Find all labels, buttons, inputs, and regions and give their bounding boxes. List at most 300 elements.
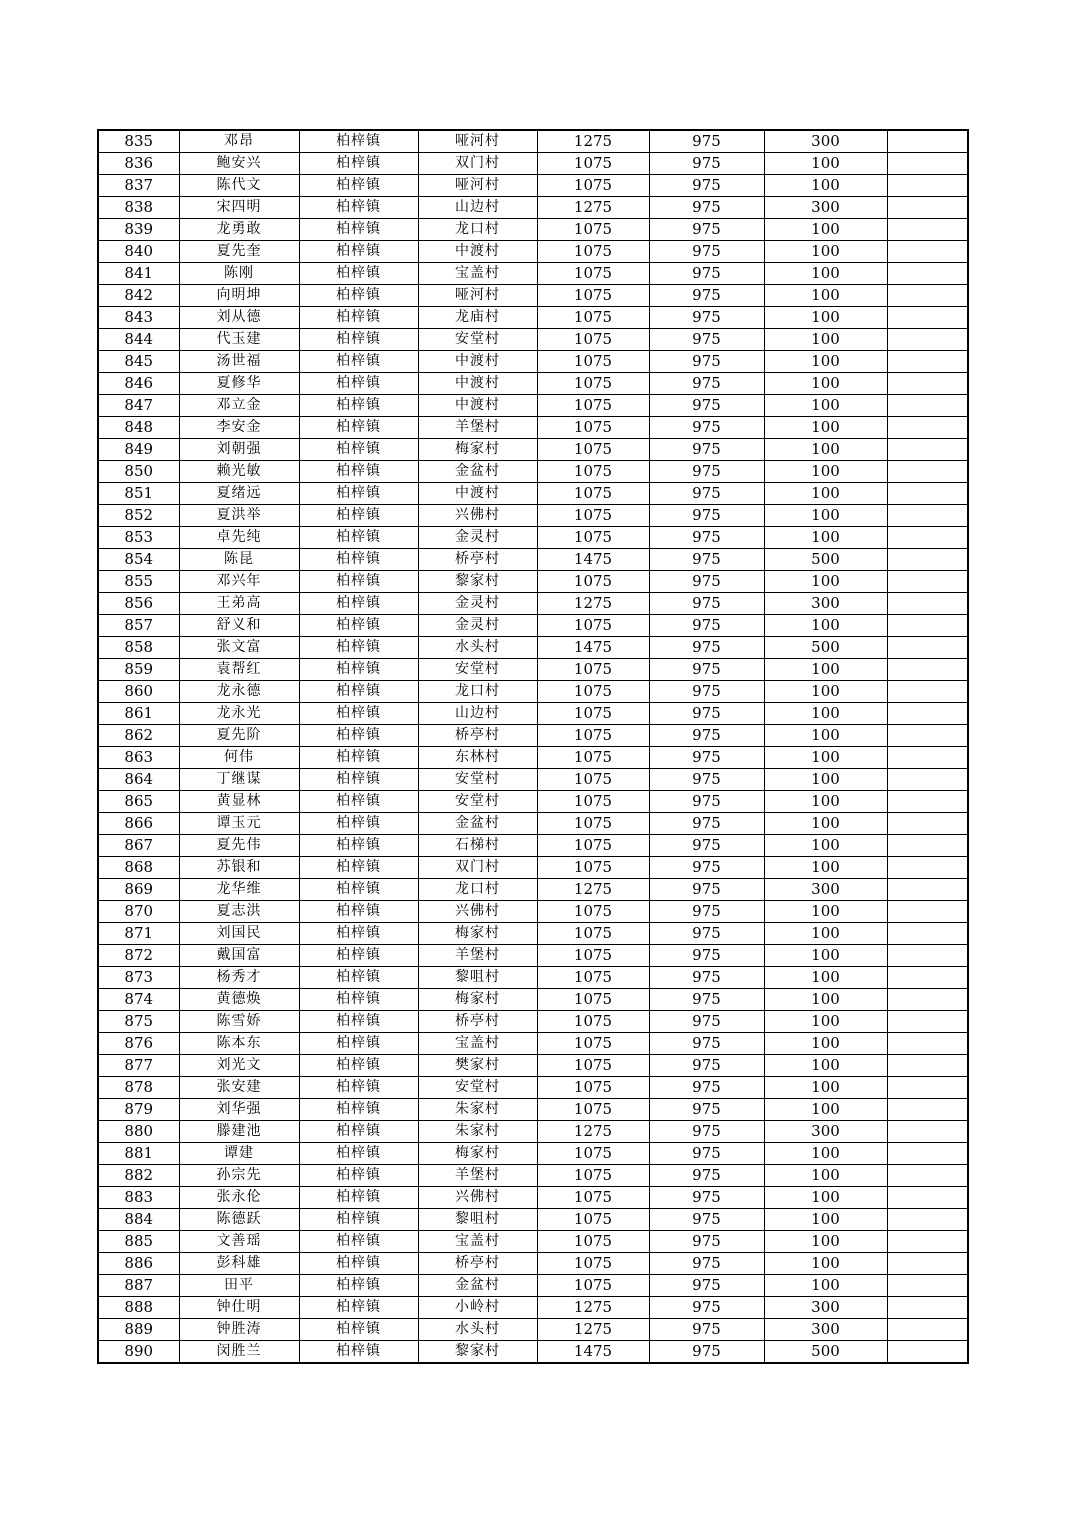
extra-amount-cell: 100 <box>764 989 887 1011</box>
town-cell: 柏梓镇 <box>299 791 418 813</box>
base-amount-cell: 975 <box>649 395 764 417</box>
town-cell: 柏梓镇 <box>299 703 418 725</box>
extra-amount-cell: 100 <box>764 505 887 527</box>
table-row <box>98 681 968 703</box>
row-number-cell: 873 <box>98 967 179 989</box>
village-cell: 宝盖村 <box>418 1231 537 1253</box>
name-cell: 邓兴年 <box>179 571 299 593</box>
town-cell: 柏梓镇 <box>299 593 418 615</box>
table-row <box>98 769 968 791</box>
extra-amount-cell: 100 <box>764 659 887 681</box>
name-cell: 张文富 <box>179 637 299 659</box>
extra-amount-cell: 100 <box>764 857 887 879</box>
table-row <box>98 153 968 175</box>
remark-cell <box>887 901 968 923</box>
total-amount-cell: 1075 <box>537 967 649 989</box>
town-cell: 柏梓镇 <box>299 130 418 153</box>
base-amount-cell: 975 <box>649 439 764 461</box>
row-number-cell: 863 <box>98 747 179 769</box>
extra-amount-cell: 100 <box>764 351 887 373</box>
name-cell: 钟胜涛 <box>179 1319 299 1341</box>
town-cell: 柏梓镇 <box>299 747 418 769</box>
row-number-cell: 888 <box>98 1297 179 1319</box>
row-number-cell: 847 <box>98 395 179 417</box>
total-amount-cell: 1075 <box>537 945 649 967</box>
name-cell: 卓先纯 <box>179 527 299 549</box>
total-amount-cell: 1075 <box>537 989 649 1011</box>
total-amount-cell: 1275 <box>537 879 649 901</box>
base-amount-cell: 975 <box>649 130 764 153</box>
remark-cell <box>887 1099 968 1121</box>
village-cell: 黎家村 <box>418 1341 537 1364</box>
table-row <box>98 527 968 549</box>
extra-amount-cell: 100 <box>764 813 887 835</box>
town-cell: 柏梓镇 <box>299 1011 418 1033</box>
name-cell: 夏洪举 <box>179 505 299 527</box>
remark-cell <box>887 1253 968 1275</box>
name-cell: 汤世福 <box>179 351 299 373</box>
row-number-cell: 841 <box>98 263 179 285</box>
base-amount-cell: 975 <box>649 505 764 527</box>
remark-cell <box>887 945 968 967</box>
village-cell: 羊堡村 <box>418 1165 537 1187</box>
table-row <box>98 571 968 593</box>
village-cell: 桥亭村 <box>418 549 537 571</box>
remark-cell <box>887 285 968 307</box>
total-amount-cell: 1075 <box>537 395 649 417</box>
remark-cell <box>887 373 968 395</box>
row-number-cell: 886 <box>98 1253 179 1275</box>
table-row <box>98 1319 968 1341</box>
row-number-cell: 854 <box>98 549 179 571</box>
remark-cell <box>887 791 968 813</box>
name-cell: 王弟高 <box>179 593 299 615</box>
extra-amount-cell: 100 <box>764 1099 887 1121</box>
village-cell: 羊堡村 <box>418 945 537 967</box>
name-cell: 夏绪远 <box>179 483 299 505</box>
total-amount-cell: 1075 <box>537 1209 649 1231</box>
base-amount-cell: 975 <box>649 219 764 241</box>
total-amount-cell: 1075 <box>537 1099 649 1121</box>
table-row <box>98 791 968 813</box>
village-cell: 宝盖村 <box>418 1033 537 1055</box>
table-row <box>98 1253 968 1275</box>
extra-amount-cell: 100 <box>764 1077 887 1099</box>
name-cell: 谭玉元 <box>179 813 299 835</box>
base-amount-cell: 975 <box>649 1187 764 1209</box>
row-number-cell: 855 <box>98 571 179 593</box>
remark-cell <box>887 329 968 351</box>
base-amount-cell: 975 <box>649 681 764 703</box>
remark-cell <box>887 879 968 901</box>
base-amount-cell: 975 <box>649 549 764 571</box>
remark-cell <box>887 483 968 505</box>
total-amount-cell: 1075 <box>537 681 649 703</box>
extra-amount-cell: 100 <box>764 571 887 593</box>
village-cell: 龙庙村 <box>418 307 537 329</box>
base-amount-cell: 975 <box>649 461 764 483</box>
town-cell: 柏梓镇 <box>299 219 418 241</box>
row-number-cell: 865 <box>98 791 179 813</box>
extra-amount-cell: 100 <box>764 945 887 967</box>
base-amount-cell: 975 <box>649 857 764 879</box>
name-cell: 戴国富 <box>179 945 299 967</box>
name-cell: 文善瑶 <box>179 1231 299 1253</box>
remark-cell <box>887 241 968 263</box>
extra-amount-cell: 100 <box>764 769 887 791</box>
total-amount-cell: 1475 <box>537 637 649 659</box>
name-cell: 宋四明 <box>179 197 299 219</box>
base-amount-cell: 975 <box>649 1011 764 1033</box>
extra-amount-cell: 100 <box>764 967 887 989</box>
base-amount-cell: 975 <box>649 1033 764 1055</box>
base-amount-cell: 975 <box>649 527 764 549</box>
name-cell: 何伟 <box>179 747 299 769</box>
row-number-cell: 883 <box>98 1187 179 1209</box>
village-cell: 金盆村 <box>418 1275 537 1297</box>
total-amount-cell: 1075 <box>537 1187 649 1209</box>
table-row <box>98 1121 968 1143</box>
base-amount-cell: 975 <box>649 1165 764 1187</box>
town-cell: 柏梓镇 <box>299 483 418 505</box>
village-cell: 梅家村 <box>418 439 537 461</box>
remark-cell <box>887 1341 968 1364</box>
base-amount-cell: 975 <box>649 725 764 747</box>
town-cell: 柏梓镇 <box>299 351 418 373</box>
extra-amount-cell: 100 <box>764 703 887 725</box>
town-cell: 柏梓镇 <box>299 659 418 681</box>
remark-cell <box>887 637 968 659</box>
row-number-cell: 869 <box>98 879 179 901</box>
name-cell: 向明坤 <box>179 285 299 307</box>
extra-amount-cell: 100 <box>764 527 887 549</box>
base-amount-cell: 975 <box>649 1275 764 1297</box>
town-cell: 柏梓镇 <box>299 1341 418 1364</box>
extra-amount-cell: 500 <box>764 549 887 571</box>
total-amount-cell: 1075 <box>537 813 649 835</box>
village-cell: 兴佛村 <box>418 505 537 527</box>
table-row <box>98 1231 968 1253</box>
extra-amount-cell: 100 <box>764 1209 887 1231</box>
town-cell: 柏梓镇 <box>299 945 418 967</box>
town-cell: 柏梓镇 <box>299 417 418 439</box>
remark-cell <box>887 175 968 197</box>
village-cell: 中渡村 <box>418 395 537 417</box>
town-cell: 柏梓镇 <box>299 1231 418 1253</box>
extra-amount-cell: 300 <box>764 1121 887 1143</box>
total-amount-cell: 1075 <box>537 263 649 285</box>
remark-cell <box>887 351 968 373</box>
village-cell: 兴佛村 <box>418 901 537 923</box>
base-amount-cell: 975 <box>649 175 764 197</box>
name-cell: 李安金 <box>179 417 299 439</box>
total-amount-cell: 1075 <box>537 153 649 175</box>
village-cell: 龙口村 <box>418 879 537 901</box>
table-row <box>98 659 968 681</box>
base-amount-cell: 975 <box>649 1297 764 1319</box>
total-amount-cell: 1075 <box>537 1077 649 1099</box>
name-cell: 钟仕明 <box>179 1297 299 1319</box>
town-cell: 柏梓镇 <box>299 1121 418 1143</box>
village-cell: 双门村 <box>418 153 537 175</box>
remark-cell <box>887 307 968 329</box>
remark-cell <box>887 989 968 1011</box>
village-cell: 宝盖村 <box>418 263 537 285</box>
total-amount-cell: 1075 <box>537 1143 649 1165</box>
base-amount-cell: 975 <box>649 835 764 857</box>
name-cell: 刘光文 <box>179 1055 299 1077</box>
extra-amount-cell: 500 <box>764 637 887 659</box>
total-amount-cell: 1075 <box>537 175 649 197</box>
village-cell: 朱家村 <box>418 1121 537 1143</box>
name-cell: 邓昂 <box>179 130 299 153</box>
row-number-cell: 861 <box>98 703 179 725</box>
village-cell: 石梯村 <box>418 835 537 857</box>
remark-cell <box>887 1165 968 1187</box>
remark-cell <box>887 461 968 483</box>
village-cell: 黎咀村 <box>418 1209 537 1231</box>
total-amount-cell: 1275 <box>537 593 649 615</box>
extra-amount-cell: 100 <box>764 263 887 285</box>
remark-cell <box>887 615 968 637</box>
town-cell: 柏梓镇 <box>299 241 418 263</box>
town-cell: 柏梓镇 <box>299 527 418 549</box>
base-amount-cell: 975 <box>649 263 764 285</box>
extra-amount-cell: 100 <box>764 219 887 241</box>
town-cell: 柏梓镇 <box>299 813 418 835</box>
name-cell: 刘从德 <box>179 307 299 329</box>
remark-cell <box>887 703 968 725</box>
name-cell: 代玉建 <box>179 329 299 351</box>
table-row <box>98 549 968 571</box>
base-amount-cell: 975 <box>649 241 764 263</box>
village-cell: 龙口村 <box>418 681 537 703</box>
name-cell: 孙宗先 <box>179 1165 299 1187</box>
town-cell: 柏梓镇 <box>299 1099 418 1121</box>
remark-cell <box>887 1231 968 1253</box>
name-cell: 夏先伟 <box>179 835 299 857</box>
row-number-cell: 843 <box>98 307 179 329</box>
name-cell: 田平 <box>179 1275 299 1297</box>
total-amount-cell: 1075 <box>537 241 649 263</box>
base-amount-cell: 975 <box>649 1341 764 1364</box>
village-cell: 黎咀村 <box>418 967 537 989</box>
town-cell: 柏梓镇 <box>299 373 418 395</box>
table-row <box>98 329 968 351</box>
base-amount-cell: 975 <box>649 1055 764 1077</box>
remark-cell <box>887 1033 968 1055</box>
row-number-cell: 866 <box>98 813 179 835</box>
total-amount-cell: 1275 <box>537 197 649 219</box>
remark-cell <box>887 1297 968 1319</box>
village-cell: 樊家村 <box>418 1055 537 1077</box>
extra-amount-cell: 300 <box>764 879 887 901</box>
name-cell: 苏银和 <box>179 857 299 879</box>
remark-cell <box>887 219 968 241</box>
extra-amount-cell: 100 <box>764 1143 887 1165</box>
name-cell: 夏先奎 <box>179 241 299 263</box>
data-table <box>97 129 969 1364</box>
table-row <box>98 263 968 285</box>
village-cell: 桥亭村 <box>418 1011 537 1033</box>
town-cell: 柏梓镇 <box>299 1055 418 1077</box>
name-cell: 谭建 <box>179 1143 299 1165</box>
base-amount-cell: 975 <box>649 967 764 989</box>
table-row <box>98 835 968 857</box>
extra-amount-cell: 100 <box>764 153 887 175</box>
row-number-cell: 868 <box>98 857 179 879</box>
village-cell: 水头村 <box>418 637 537 659</box>
table-row <box>98 901 968 923</box>
row-number-cell: 884 <box>98 1209 179 1231</box>
total-amount-cell: 1475 <box>537 1341 649 1364</box>
row-number-cell: 870 <box>98 901 179 923</box>
name-cell: 杨秀才 <box>179 967 299 989</box>
remark-cell <box>887 505 968 527</box>
row-number-cell: 876 <box>98 1033 179 1055</box>
base-amount-cell: 975 <box>649 351 764 373</box>
row-number-cell: 836 <box>98 153 179 175</box>
base-amount-cell: 975 <box>649 1143 764 1165</box>
row-number-cell: 871 <box>98 923 179 945</box>
row-number-cell: 850 <box>98 461 179 483</box>
town-cell: 柏梓镇 <box>299 901 418 923</box>
remark-cell <box>887 725 968 747</box>
table-row <box>98 967 968 989</box>
village-cell: 水头村 <box>418 1319 537 1341</box>
name-cell: 张永伦 <box>179 1187 299 1209</box>
town-cell: 柏梓镇 <box>299 725 418 747</box>
table-row <box>98 1099 968 1121</box>
town-cell: 柏梓镇 <box>299 175 418 197</box>
row-number-cell: 882 <box>98 1165 179 1187</box>
village-cell: 金盆村 <box>418 813 537 835</box>
table-row <box>98 373 968 395</box>
remark-cell <box>887 1319 968 1341</box>
table-row <box>98 879 968 901</box>
row-number-cell: 879 <box>98 1099 179 1121</box>
town-cell: 柏梓镇 <box>299 1077 418 1099</box>
extra-amount-cell: 100 <box>764 923 887 945</box>
village-cell: 桥亭村 <box>418 725 537 747</box>
row-number-cell: 875 <box>98 1011 179 1033</box>
extra-amount-cell: 100 <box>764 835 887 857</box>
extra-amount-cell: 100 <box>764 329 887 351</box>
village-cell: 安堂村 <box>418 791 537 813</box>
remark-cell <box>887 1143 968 1165</box>
name-cell: 丁继谋 <box>179 769 299 791</box>
base-amount-cell: 975 <box>649 901 764 923</box>
table-row <box>98 1209 968 1231</box>
base-amount-cell: 975 <box>649 417 764 439</box>
town-cell: 柏梓镇 <box>299 989 418 1011</box>
extra-amount-cell: 100 <box>764 1055 887 1077</box>
extra-amount-cell: 100 <box>764 395 887 417</box>
row-number-cell: 848 <box>98 417 179 439</box>
village-cell: 哑河村 <box>418 285 537 307</box>
base-amount-cell: 975 <box>649 307 764 329</box>
remark-cell <box>887 263 968 285</box>
remark-cell <box>887 439 968 461</box>
extra-amount-cell: 100 <box>764 1253 887 1275</box>
row-number-cell: 840 <box>98 241 179 263</box>
row-number-cell: 889 <box>98 1319 179 1341</box>
name-cell: 陈刚 <box>179 263 299 285</box>
remark-cell <box>887 769 968 791</box>
total-amount-cell: 1075 <box>537 329 649 351</box>
table-row <box>98 1055 968 1077</box>
village-cell: 东林村 <box>418 747 537 769</box>
row-number-cell: 839 <box>98 219 179 241</box>
remark-cell <box>887 681 968 703</box>
total-amount-cell: 1075 <box>537 923 649 945</box>
base-amount-cell: 975 <box>649 593 764 615</box>
table-row <box>98 461 968 483</box>
remark-cell <box>887 527 968 549</box>
base-amount-cell: 975 <box>649 1253 764 1275</box>
total-amount-cell: 1075 <box>537 615 649 637</box>
row-number-cell: 860 <box>98 681 179 703</box>
remark-cell <box>887 835 968 857</box>
village-cell: 羊堡村 <box>418 417 537 439</box>
total-amount-cell: 1075 <box>537 505 649 527</box>
table-row <box>98 505 968 527</box>
total-amount-cell: 1275 <box>537 1297 649 1319</box>
row-number-cell: 856 <box>98 593 179 615</box>
town-cell: 柏梓镇 <box>299 571 418 593</box>
name-cell: 闵胜兰 <box>179 1341 299 1364</box>
name-cell: 陈德跃 <box>179 1209 299 1231</box>
remark-cell <box>887 1121 968 1143</box>
row-number-cell: 837 <box>98 175 179 197</box>
row-number-cell: 877 <box>98 1055 179 1077</box>
extra-amount-cell: 100 <box>764 1165 887 1187</box>
town-cell: 柏梓镇 <box>299 285 418 307</box>
row-number-cell: 849 <box>98 439 179 461</box>
town-cell: 柏梓镇 <box>299 967 418 989</box>
table-row <box>98 923 968 945</box>
remark-cell <box>887 967 968 989</box>
table-row <box>98 417 968 439</box>
table-row <box>98 130 968 153</box>
town-cell: 柏梓镇 <box>299 329 418 351</box>
base-amount-cell: 975 <box>649 703 764 725</box>
total-amount-cell: 1075 <box>537 483 649 505</box>
row-number-cell: 881 <box>98 1143 179 1165</box>
town-cell: 柏梓镇 <box>299 395 418 417</box>
town-cell: 柏梓镇 <box>299 263 418 285</box>
table-row <box>98 1143 968 1165</box>
extra-amount-cell: 100 <box>764 1011 887 1033</box>
remark-cell <box>887 130 968 153</box>
town-cell: 柏梓镇 <box>299 461 418 483</box>
base-amount-cell: 975 <box>649 879 764 901</box>
town-cell: 柏梓镇 <box>299 857 418 879</box>
town-cell: 柏梓镇 <box>299 879 418 901</box>
name-cell: 刘华强 <box>179 1099 299 1121</box>
village-cell: 中渡村 <box>418 483 537 505</box>
village-cell: 中渡村 <box>418 241 537 263</box>
table-row <box>98 439 968 461</box>
table-row <box>98 989 968 1011</box>
table-row <box>98 1275 968 1297</box>
village-cell: 金盆村 <box>418 461 537 483</box>
remark-cell <box>887 1187 968 1209</box>
row-number-cell: 864 <box>98 769 179 791</box>
village-cell: 梅家村 <box>418 923 537 945</box>
table-row <box>98 175 968 197</box>
name-cell: 彭科雄 <box>179 1253 299 1275</box>
